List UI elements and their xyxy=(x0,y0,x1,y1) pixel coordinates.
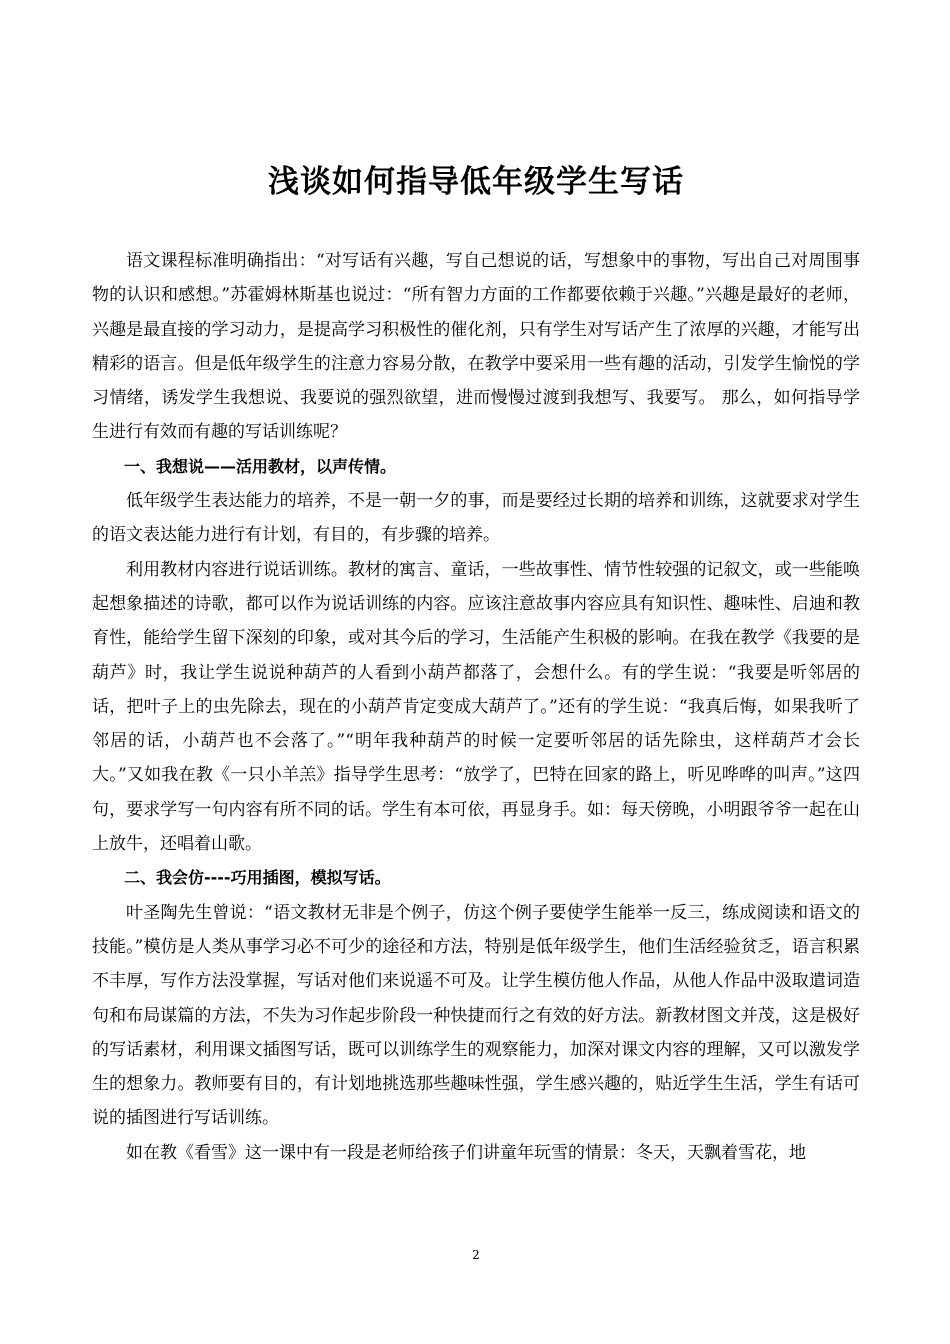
paragraph: 如在教《看雪》这一课中有一段是老师给孩子们讲童年玩雪的情景：冬天，天飘着雪花，地 xyxy=(126,1142,806,1163)
document-title: 浅谈如何指导低年级学生写话 xyxy=(268,164,684,200)
section-heading-1: 一、我想说——活用教材，以声传情。 xyxy=(124,456,397,476)
paragraph: 利用教材内容进行说话训练。教材的寓言、童话，一些故事性、情节性较强的记叙文，或一些能唤起想象描述的诗歌，都可以作为说话训练的内容。应该注意故事内容应具有知识性、趣味性、启迪和教育性，能给学生留下深刻的印象，或对其今后的学习，生活能产生积极的影响。在我在教学《我要的是葫芦》时，我让学生说说种葫芦的人看到小葫芦都落了，会想什么。有的学生说：“我要是听邻居的话，把叶子上的虫先除去，现在的小葫芦肯定变成大葫芦了。”还有的学生说：“我真后悔，如果我听了邻居的话，小葫芦也不会落了。”“明年我种葫芦的时候一定要听邻居的话先除虫，这样葫芦才会长大。”又如我在教《一只小羊羔》指导学生思考：“放学了，巴特在回家的路上，听见哗哗的叫声。”这四句，要求学写一句内容有所不同的话。学生有本可依，再显身手。如：每天傍晚，小明跟爷爷一起在山上放牛，还唱着山歌。 xyxy=(92,559,860,855)
document-page xyxy=(92,0,860,1344)
paragraph: 低年级学生表达能力的培养，不是一朝一夕的事，而是要经过长期的培养和训练，这就要求对学生的语文表达能力进行有计划，有目的，有步骤的培养。 xyxy=(92,491,860,546)
page-number: 2 xyxy=(472,1248,480,1262)
document-body xyxy=(92,244,860,1170)
section-heading-2: 二、我会仿----巧用插图，模拟写话。 xyxy=(124,868,391,888)
paragraph: 叶圣陶先生曾说：“语文教材无非是个例子，仿这个例子要使学生能举一反三，练成阅读和语文的技能。”模仿是人类从事学习必不可少的途径和方法，特别是低年级学生，他们生活经验贫乏，语言积累不丰厚，写作方法没掌握，写话对他们来说遥不可及。让学生模仿他人作品，从他人作品中汲取遣词造句和布局谋篇的方法，不失为习作起步阶段一种快捷而行之有效的好方法。新教材图文并茂，这是极好的写话素材，利用课文插图写话，既可以训练学生的观察能力，加深对课文内容的理解，又可以激发学生的想象力。教师要有目的，有计划地挑选那些趣味性强，学生感兴趣的，贴近学生生活，学生有话可说的插图进行写话训练。 xyxy=(92,902,860,1129)
paragraph-intro: 语文课程标准明确指出：“对写话有兴趣，写自己想说的话，写想象中的事物，写出自己对周围事物的认识和感想。”苏霍姆林斯基也说过：“所有智力方面的工作都要依赖于兴趣。”兴趣是最好的老师，兴趣是最直接的学习动力，是提高学习积极性的催化剂，只有学生对写话产生了浓厚的兴趣，才能写出精彩的语言。但是低年级学生的注意力容易分散，在教学中要采用一些有趣的活动，引发学生愉悦的学习情绪，诱发学生我想说、我要说的强烈欲望，进而慢慢过渡到我想写、我要写。 那么，如何指导学生进行有效而有趣的写话训练呢？ xyxy=(92,251,860,443)
